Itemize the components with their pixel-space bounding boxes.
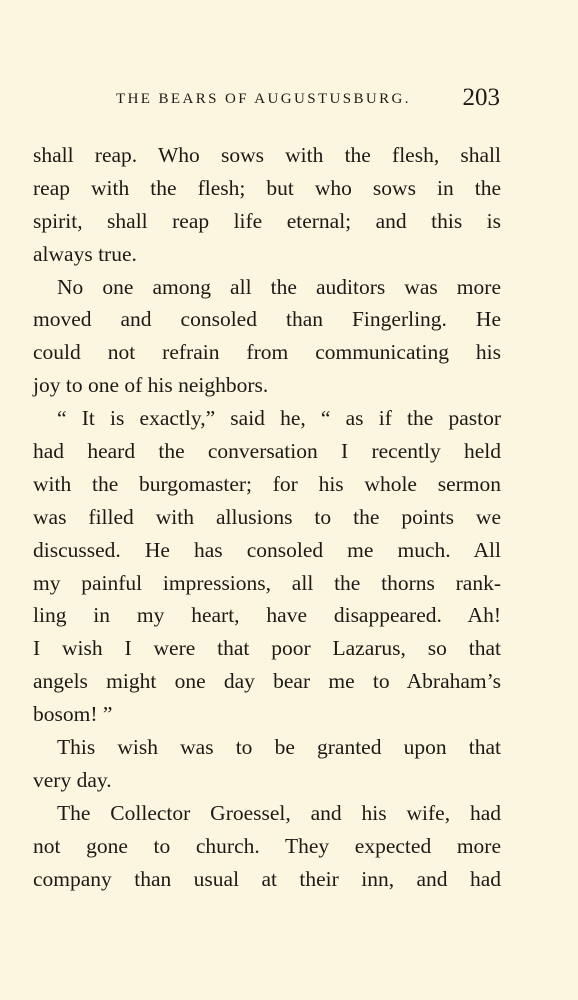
running-title: THE BEARS OF AUGUSTUSBURG. — [116, 91, 411, 107]
text-line: No one among all the auditors was more — [57, 274, 501, 299]
text-line: was filled with allusions to the points we — [33, 504, 501, 529]
text-line: joy to one of his neighbors. — [33, 373, 269, 398]
text-line: could not refrain from communicating his — [33, 340, 501, 365]
text-line: reap with the flesh; but who sows in the — [33, 175, 501, 200]
running-head — [116, 84, 500, 112]
text-line: “ It is exactly,” said he, “ as if the pastor — [57, 406, 501, 431]
text-line: bosom! ” — [33, 702, 113, 727]
text-line: This wish was to be granted upon that — [57, 735, 501, 760]
text-line: discussed. He has consoled me much. All — [33, 537, 501, 562]
body-text — [33, 139, 501, 895]
text-line: not gone to church. They expected more — [33, 833, 501, 858]
text-line: spirit, shall reap life eternal; and this is — [33, 208, 501, 233]
text-line: always true. — [33, 241, 137, 266]
page-number: 203 — [462, 84, 500, 111]
text-line: ling in my heart, have disappeared. Ah! — [33, 603, 501, 628]
text-line: moved and consoled than Fingerling. He — [33, 307, 501, 332]
text-line: I wish I were that poor Lazarus, so that — [33, 636, 501, 661]
text-line: very day. — [33, 767, 112, 792]
text-line: with the burgomaster; for his whole sermon — [33, 471, 501, 496]
text-line: had heard the conversation I recently held — [33, 439, 501, 464]
text-line: The Collector Groessel, and his wife, had — [57, 800, 501, 825]
text-line: company than usual at their inn, and had — [33, 866, 501, 891]
text-line: shall reap. Who sows with the flesh, shall — [33, 143, 501, 167]
text-line: my painful impressions, all the thorns rank- — [33, 570, 501, 595]
text-line: angels might one day bear me to Abraham’s — [33, 669, 501, 694]
